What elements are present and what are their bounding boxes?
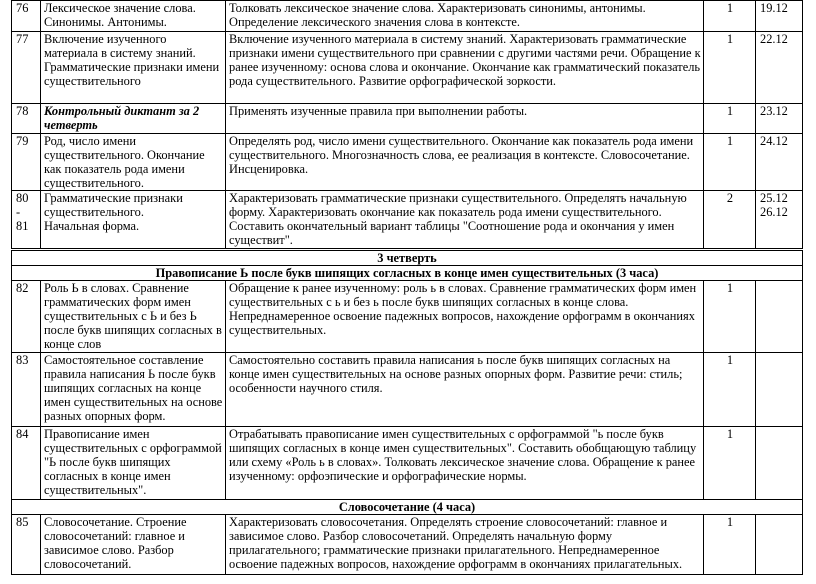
lesson-topic: Словосочетание. Строение словосочетаний: главное и зависимое слово. Разбор словосочетаний. bbox=[41, 515, 226, 575]
lesson-number-end: 81 bbox=[16, 219, 29, 233]
section-heading-row bbox=[12, 266, 803, 281]
table-row bbox=[12, 191, 803, 250]
lesson-hours: 1 bbox=[704, 32, 756, 104]
lesson-date bbox=[756, 281, 803, 353]
lesson-date: 23.12 bbox=[756, 104, 803, 134]
lesson-number: 79 bbox=[12, 134, 41, 191]
lesson-hours: 1 bbox=[704, 281, 756, 353]
table-row bbox=[12, 104, 803, 134]
table-row bbox=[12, 281, 803, 353]
lesson-number: 83 bbox=[12, 353, 41, 427]
lesson-hours: 1 bbox=[704, 1, 756, 32]
lesson-plan-page bbox=[11, 0, 802, 575]
lesson-hours: 1 bbox=[704, 427, 756, 500]
lesson-topic: Род, число имени существительного. Окончание как показатель рода имени существительного. bbox=[41, 134, 226, 191]
lesson-date bbox=[756, 353, 803, 427]
lesson-number: 85 bbox=[12, 515, 41, 575]
lesson-date bbox=[756, 427, 803, 500]
lesson-number-start: 80 bbox=[16, 191, 29, 205]
lesson-description: Толковать лексическое значение слова. Характеризовать синонимы, антонимы. Определение лексического значения слова в контексте. bbox=[226, 1, 704, 32]
lesson-number bbox=[12, 191, 41, 250]
table-row bbox=[12, 1, 803, 32]
quarter-heading: 3 четверть bbox=[12, 250, 803, 266]
lesson-description: Включение изученного материала в систему знаний. Характеризовать грамматические признаки имени существительного при сравнении с другими частями речи. Обращение к ранее изученному: основа слова и окончание. Окончание как грамматический показатель рода существительного. Развитие орфографической зоркости. bbox=[226, 32, 704, 104]
lesson-description: Применять изученные правила при выполнении работы. bbox=[226, 104, 704, 134]
table-row bbox=[12, 515, 803, 575]
section-heading: Словосочетание (4 часа) bbox=[12, 500, 803, 515]
lesson-date: 22.12 bbox=[756, 32, 803, 104]
lesson-topic-line: Грамматические признаки существительного. bbox=[44, 191, 183, 219]
lesson-hours: 2 bbox=[704, 191, 756, 250]
lesson-topic: Самостоятельное составление правила написания Ь после букв шипящих согласных на конце имен существительных на основе разных опорных форм. bbox=[41, 353, 226, 427]
lesson-hours: 1 bbox=[704, 104, 756, 134]
lesson-hours: 1 bbox=[704, 134, 756, 191]
lesson-topic: Роль Ь в словах. Сравнение грамматических форм имен существительных с Ь и без Ь после букв шипящих согласных в конце слов bbox=[41, 281, 226, 353]
lesson-number: 84 bbox=[12, 427, 41, 500]
lesson-date: 24.12 bbox=[756, 134, 803, 191]
lesson-hours: 1 bbox=[704, 515, 756, 575]
lesson-hours: 1 bbox=[704, 353, 756, 427]
lesson-description: Отрабатывать правописание имен существительных с орфограммой "ь после букв шипящих согласных в конце имен существительных". Составить обобщающую таблицу или схему «Роль ь в словах». Толковать лексическое значение слова. Обращение к ранее изученному: орфоэпические и орфографические нормы. bbox=[226, 427, 704, 500]
table-row bbox=[12, 134, 803, 191]
lesson-date-line: 26.12 bbox=[760, 205, 788, 219]
lesson-date bbox=[756, 515, 803, 575]
lesson-date-line: 25.12 bbox=[760, 191, 788, 205]
lesson-number: 82 bbox=[12, 281, 41, 353]
section-heading-row bbox=[12, 500, 803, 515]
lesson-description: Самостоятельно составить правила написания ь после букв шипящих согласных на конце имен существительных на основе разных опорных форм. Развитие речи: стиль; особенности научного стиля. bbox=[226, 353, 704, 427]
lesson-description: Характеризовать грамматические признаки существительного. Определять начальную форму. Характеризовать окончание как показатель рода имени существительного. Составить окончательный вариант таблицы "Соотношение рода и окончания у имен существит". bbox=[226, 191, 704, 250]
lesson-description: Обращение к ранее изученному: роль ь в словах. Сравнение грамматических форм имен существительных с ь и без ь после букв шипящих согласных в конце слова. Непреднамеренное освоение падежных вопросов, нахождение орфограмм в окончаниях существительных. bbox=[226, 281, 704, 353]
lesson-topic: Контрольный диктант за 2 четверть bbox=[41, 104, 226, 134]
lesson-number: 76 bbox=[12, 1, 41, 32]
lesson-description: Характеризовать словосочетания. Определять строение словосочетаний: главное и зависимое слово. Разбор словосочетаний. Определять начальную форму прилагательного; грамматические признаки прилагательного. Непреднамеренное освоение падежных вопросов, нахождение орфограмм в окончаниях прилагательных. bbox=[226, 515, 704, 575]
lesson-topic: Лексическое значение слова. Синонимы. Антонимы. bbox=[41, 1, 226, 32]
lesson-topic bbox=[41, 191, 226, 250]
lesson-plan-table bbox=[11, 0, 803, 575]
lesson-topic: Правописание имен существительных с орфограммой "Ь после букв шипящих согласных в конце имен существительных". bbox=[41, 427, 226, 500]
lesson-description: Определять род, число имени существительного. Окончание как показатель рода имени существительного. Многозначность слова, ее реализация в контексте. Словосочетание. Инсценировка. bbox=[226, 134, 704, 191]
table-row bbox=[12, 427, 803, 500]
section-heading: Правописание Ь после букв шипящих согласных в конце имен существительных (3 часа) bbox=[12, 266, 803, 281]
lesson-date bbox=[756, 191, 803, 250]
lesson-topic-line: Начальная форма. bbox=[44, 219, 140, 233]
table-row bbox=[12, 353, 803, 427]
lesson-number-dash: - bbox=[16, 205, 21, 219]
quarter-heading-row bbox=[12, 250, 803, 266]
lesson-number: 77 bbox=[12, 32, 41, 104]
lesson-date: 19.12 bbox=[756, 1, 803, 32]
lesson-topic: Включение изученного материала в систему знаний. Грамматические признаки имени существительного bbox=[41, 32, 226, 104]
table-row bbox=[12, 32, 803, 104]
lesson-number: 78 bbox=[12, 104, 41, 134]
